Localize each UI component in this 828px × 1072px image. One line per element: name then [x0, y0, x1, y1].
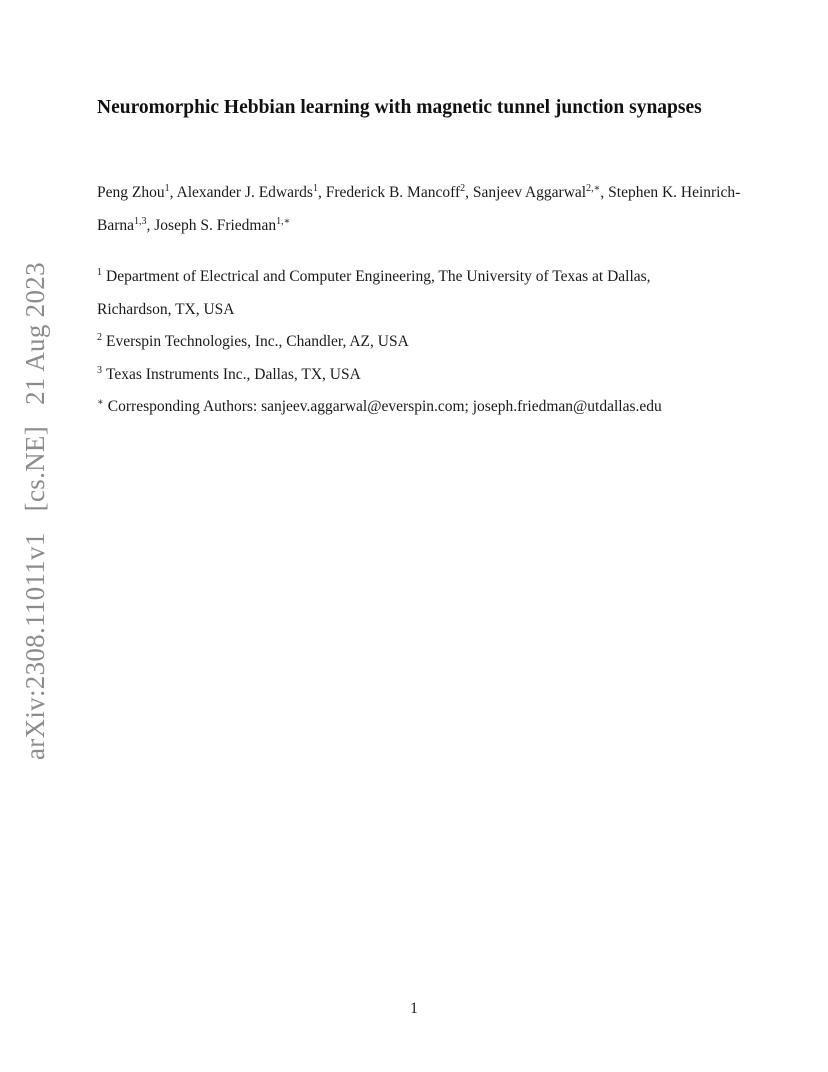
affiliation: $^1$ Department of Electrical and Computer Engineering, The University of Texas at Dallas,: [97, 267, 651, 285]
author: Sanjeev Aggarwal$^{2,∗}$,: [472, 183, 609, 201]
page-number: 1: [410, 1000, 418, 1017]
corresponding-authors: ∗ Corresponding Authors: sanjeev.aggarwal@everspin.com; joseph.friedman@utdallas.edu: [97, 397, 662, 415]
arxiv-id: arXiv:2308.11011v1: [20, 532, 50, 760]
affiliation-list: [97, 261, 757, 424]
affiliation: $^2$ Everspin Technologies, Inc., Chandler, AZ, USA: [97, 332, 409, 350]
author: Alexander J. Edwards$^1$,: [176, 183, 326, 201]
paper-title: Neuromorphic Hebbian learning with magnetic tunnel junction synapses: [97, 97, 702, 118]
author-list: [97, 176, 747, 242]
affiliation: Richardson, TX, USA: [97, 300, 235, 318]
author: Joseph S. Friedman$^{1,∗}$: [154, 216, 291, 234]
author: Frederick B. Mancoff$^2$,: [325, 183, 473, 201]
author: Peng Zhou$^1$,: [97, 183, 177, 201]
author: Stephen K. Heinrich-Barna$^{1,3}$,: [97, 184, 741, 234]
arxiv-identifier-stamp: [15, 262, 55, 760]
arxiv-date: 21 Aug 2023: [20, 262, 50, 405]
affiliation: $^3$ Texas Instruments Inc., Dallas, TX, USA: [97, 364, 361, 383]
arxiv-category: [cs.NE]: [20, 425, 50, 512]
